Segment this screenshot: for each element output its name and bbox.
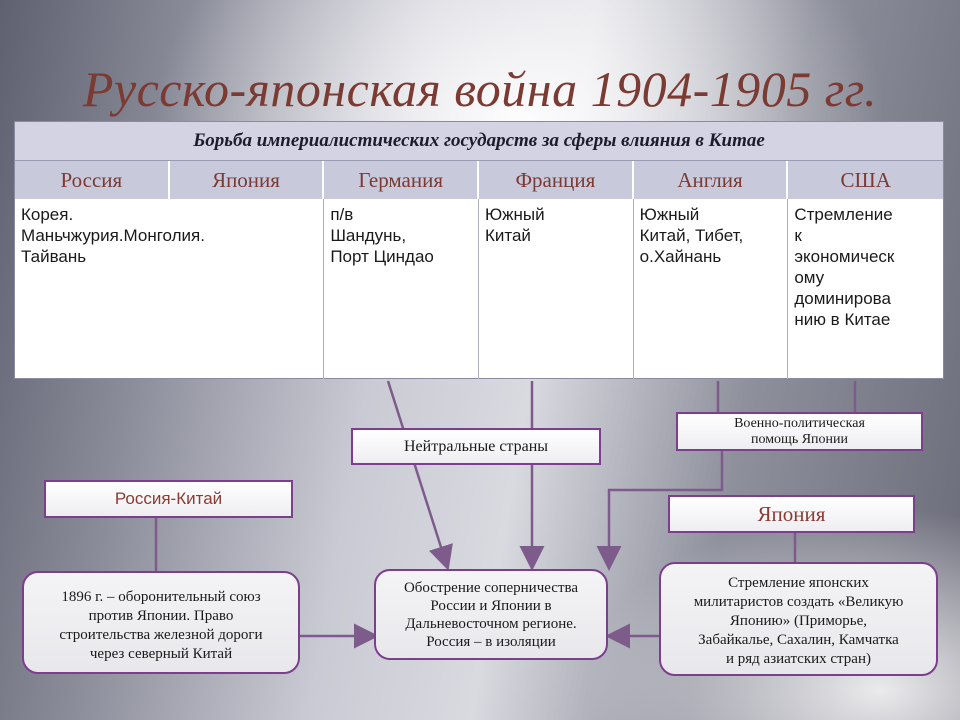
cell-line: Порт Циндао — [330, 247, 434, 266]
cell-line: Южный — [639, 205, 700, 224]
header-russia: Россия — [15, 161, 170, 199]
japan-label: Япония — [757, 502, 826, 526]
cell-line: ому — [794, 268, 825, 287]
cell-line: нию в Китае — [794, 310, 891, 329]
cell-line: о.Хайнань — [639, 247, 722, 266]
rivalry-line: Дальневосточном регионе. — [405, 616, 577, 632]
cell-line: Шандунь, — [330, 226, 407, 245]
cell-line: Корея. — [21, 205, 74, 224]
cell-line: Китай, Тибет, — [639, 226, 744, 245]
russia-china-box — [44, 480, 293, 518]
japan-aims-line: Стремление японских — [728, 575, 869, 591]
cell-line: доминирова — [794, 289, 891, 308]
table-caption: Борьба империалистических государств за сферы влияния в Китае — [15, 122, 943, 161]
alliance-line: 1896 г. – оборонительный союз — [61, 589, 261, 605]
cell-line: экономическ — [794, 247, 895, 266]
cell-line: Китай — [484, 226, 531, 245]
header-usa: США — [788, 161, 943, 199]
cell-line: Южный — [484, 205, 545, 224]
rivalry-line: Россия – в изоляции — [426, 634, 556, 650]
rivalry-line: Обострение соперничества — [403, 580, 579, 596]
alliance-box — [22, 571, 300, 674]
header-germany: Германия — [324, 161, 479, 199]
arrow-germany-to-rivalry — [388, 381, 447, 566]
alliance-line: строительства железной дороги — [59, 627, 263, 643]
header-france: Франция — [479, 161, 634, 199]
alliance-line: через северный Китай — [89, 646, 233, 662]
slide-title: Русско-японская война 1904-1905 гг. — [82, 61, 878, 117]
cell-line: Маньчжурия.Монголия. — [21, 226, 205, 245]
japan-aims-line: Японию» (Приморье, — [729, 613, 868, 629]
japan-aims-line: и ряд азиатских стран) — [726, 651, 871, 667]
japan-box — [668, 495, 915, 533]
military-help-box — [676, 412, 923, 451]
japan-aims-box — [659, 562, 938, 676]
alliance-line: против Японии. Право — [88, 608, 234, 624]
cell-line: к — [794, 226, 802, 245]
japan-aims-line: Забайкалье, Сахалин, Камчатка — [698, 632, 899, 648]
rivalry-line: России и Японии в — [430, 598, 552, 614]
military-help-line: Военно-политическая — [734, 416, 865, 431]
header-japan: Япония — [170, 161, 325, 199]
military-help-line: помощь Японии — [750, 432, 849, 447]
neutral-countries-box — [351, 428, 601, 465]
cell-line: Тайвань — [21, 247, 87, 266]
header-england: Англия — [634, 161, 789, 199]
cell-line: Стремление — [794, 205, 893, 224]
russia-china-label: Россия-Китай — [114, 489, 223, 508]
cell-line: п/в — [330, 205, 354, 224]
neutral-countries-label: Нейтральные страны — [403, 438, 549, 455]
rivalry-box — [374, 569, 608, 660]
japan-aims-line: милитаристов создать «Великую — [693, 594, 904, 610]
